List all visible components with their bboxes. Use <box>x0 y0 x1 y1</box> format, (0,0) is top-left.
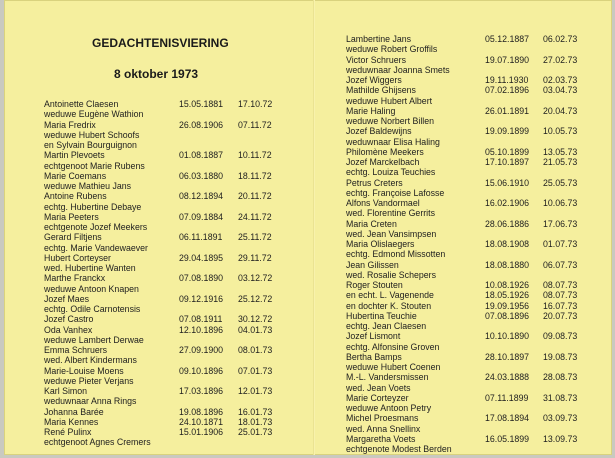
entry-name: en echt. L. Vagenende <box>346 290 434 301</box>
entry-name: weduwe Antoon Petry <box>346 403 432 413</box>
entry-row <box>346 147 612 157</box>
entry-row <box>346 362 612 372</box>
death-date: 08.01.73 <box>238 345 273 355</box>
death-date: 16.01.73 <box>238 406 273 417</box>
entry-name: Karl Simon <box>44 386 88 396</box>
entry-name: Victor Schruers <box>346 54 406 65</box>
entry-name: weduwe Hubert Albert <box>346 95 433 106</box>
entry-name: Martin Plevoets <box>44 150 105 161</box>
death-date: 07.11.72 <box>238 119 272 130</box>
document-date: 8 oktober 1973 <box>114 67 199 81</box>
entry-row <box>346 229 612 239</box>
entry-row <box>346 249 612 259</box>
entry-row <box>44 396 306 406</box>
entry-name: weduwe Mathieu Jans <box>44 181 132 191</box>
entry-row <box>346 393 612 403</box>
entry-name: René Pulinx <box>44 427 92 437</box>
right-name-list <box>346 34 612 454</box>
death-date: 25.01.73 <box>238 427 273 437</box>
entry-row <box>346 106 612 116</box>
death-date: 08.07.73 <box>543 290 578 301</box>
entry-row <box>346 178 612 188</box>
entry-name: Maria Peeters <box>44 211 99 222</box>
entry-name: wed. Anna Snellinx <box>346 423 421 434</box>
birth-date: 24.03.1888 <box>485 372 530 383</box>
birth-date: 19.11.1930 <box>485 75 529 85</box>
birth-date: 07.11.1899 <box>485 392 529 403</box>
entry-name: Jozef Maes <box>44 293 89 304</box>
document-title: GEDACHTENISVIERING <box>92 36 229 50</box>
entry-row <box>44 109 306 119</box>
death-date: 07.01.73 <box>238 365 273 376</box>
birth-date: 17.03.1896 <box>179 386 224 396</box>
entry-row <box>346 126 612 136</box>
birth-date: 28.10.1897 <box>485 351 530 362</box>
entry-name: echtg. Hubertine Debaye <box>44 201 142 212</box>
entry-name: Oda Vanhex <box>44 324 93 335</box>
death-date: 13.09.73 <box>543 433 578 444</box>
entry-row <box>44 366 306 376</box>
entry-name: echtgenote Jozef Meekers <box>44 222 148 232</box>
entry-row <box>346 44 612 54</box>
entry-name: echtg. Marie Vandewaever <box>44 242 148 253</box>
entry-row <box>346 137 612 147</box>
death-date: 20.11.72 <box>238 191 272 202</box>
entry-row <box>44 161 306 171</box>
birth-date: 16.05.1899 <box>485 433 530 444</box>
entry-row <box>44 171 306 181</box>
death-date: 21.05.73 <box>543 157 578 167</box>
entry-row <box>346 444 612 454</box>
entry-name: Lambertine Jans <box>346 34 412 44</box>
birth-date: 07.08.1896 <box>485 310 530 321</box>
entry-name: weduwnaar Elisa Haling <box>346 136 440 147</box>
death-date: 30.12.72 <box>238 314 273 325</box>
death-date: 24.11.72 <box>238 211 272 222</box>
death-date: 17.10.72 <box>238 99 273 109</box>
birth-date: 16.02.1906 <box>485 198 530 208</box>
entry-row <box>346 116 612 126</box>
entry-name: weduwe Eugène Wathion <box>44 109 144 120</box>
entry-name: echtg. Edmond Missotten <box>346 249 446 260</box>
entry-row <box>346 208 612 218</box>
entry-name: echtg. Alfonsine Groven <box>346 341 440 352</box>
entry-name: echtg. Odile Carnotensis <box>44 304 141 314</box>
entry-name: weduwe Lambert Derwae <box>44 334 144 345</box>
birth-date: 09.12.1916 <box>179 293 224 304</box>
entry-row <box>44 284 306 294</box>
entry-row <box>346 372 612 382</box>
entry-name: Marie-Louise Moens <box>44 365 124 376</box>
entry-row <box>346 321 612 331</box>
entry-row <box>346 188 612 198</box>
entry-name: Gerard Filtjens <box>44 232 102 243</box>
death-date: 04.01.73 <box>238 324 273 335</box>
birth-date: 05.12.1887 <box>485 34 530 44</box>
birth-date: 28.06.1886 <box>485 218 530 229</box>
entry-name: Petrus Creters <box>346 177 403 188</box>
entry-row <box>44 407 306 417</box>
entry-name: Marthe Franckx <box>44 273 106 284</box>
death-date: 06.02.73 <box>543 34 578 44</box>
birth-date: 07.08.1911 <box>179 314 223 325</box>
entry-name: echtgenote Modest Berden <box>346 444 452 454</box>
birth-date: 17.10.1897 <box>485 157 530 167</box>
entry-name: Jozef Castro <box>44 314 94 325</box>
entry-name: Maria Olislaegers <box>346 239 415 249</box>
entry-name: Johanna Barée <box>44 406 104 417</box>
entry-name: wed. Albert Kindermans <box>44 355 137 366</box>
entry-row <box>44 99 306 109</box>
entry-row <box>44 263 306 273</box>
entry-name: Maria Kennes <box>44 416 99 427</box>
entry-row <box>346 219 612 229</box>
entry-row <box>346 198 612 208</box>
death-date: 29.11.72 <box>238 252 272 263</box>
birth-date: 29.04.1895 <box>179 252 224 263</box>
entry-row <box>44 232 306 242</box>
birth-date: 27.09.1900 <box>179 345 224 355</box>
entry-row <box>44 325 306 335</box>
birth-date: 19.09.1956 <box>485 300 530 311</box>
entry-name: Marie Haling <box>346 105 396 116</box>
birth-date: 08.12.1894 <box>179 191 224 202</box>
entry-row <box>44 417 306 427</box>
entry-row <box>346 434 612 444</box>
entry-row <box>346 311 612 321</box>
entry-row <box>44 376 306 386</box>
death-date: 25.05.73 <box>543 177 578 188</box>
entry-row <box>44 427 306 437</box>
birth-date: 18.05.1926 <box>485 290 530 301</box>
entry-name: weduwe Pieter Verjans <box>44 375 134 386</box>
entry-name: en Sylvain Bourguignon <box>44 140 137 150</box>
death-date: 18.11.72 <box>238 170 272 181</box>
entry-row <box>44 202 306 212</box>
death-date: 19.08.73 <box>543 351 578 362</box>
death-date: 12.01.73 <box>238 386 273 396</box>
birth-date: 06.11.1891 <box>179 232 223 243</box>
entry-name: weduwe Hubert Coenen <box>346 362 441 372</box>
death-date: 13.05.73 <box>543 146 578 157</box>
birth-date: 15.06.1910 <box>485 177 530 188</box>
death-date: 06.07.73 <box>543 259 578 270</box>
entry-name: weduwnaar Joanna Smets <box>346 64 450 75</box>
entry-row <box>346 55 612 65</box>
death-date: 09.08.73 <box>543 331 578 342</box>
death-date: 20.07.73 <box>543 310 578 321</box>
entry-name: Antoine Rubens <box>44 191 107 202</box>
entry-row <box>346 34 612 44</box>
entry-row <box>346 403 612 413</box>
entry-name: Mathilde Ghijsens <box>346 85 416 96</box>
birth-date: 17.08.1894 <box>485 413 530 424</box>
entry-name: Maria Creten <box>346 218 397 229</box>
entry-row <box>346 352 612 362</box>
birth-date: 15.05.1881 <box>179 99 224 109</box>
entry-name: wed. Jean Vansimpsen <box>346 228 437 239</box>
entry-name: echtgenoot Marie Rubens <box>44 160 145 171</box>
death-date: 20.04.73 <box>543 105 578 116</box>
entry-row <box>346 280 612 290</box>
birth-date: 26.08.1906 <box>179 119 224 130</box>
entry-row <box>346 383 612 393</box>
birth-date: 24.10.1871 <box>179 416 224 427</box>
birth-date: 10.10.1890 <box>485 331 530 342</box>
entry-name: Hubertina Teuchie <box>346 310 417 321</box>
birth-date: 15.01.1906 <box>179 427 224 437</box>
entry-name: echtg. Françoise Lafosse <box>346 187 445 198</box>
death-date: 03.09.73 <box>543 413 578 424</box>
entry-name: Hubert Corteyser <box>44 252 111 263</box>
entry-name: wed. Hubertine Wanten <box>44 263 136 273</box>
birth-date: 07.08.1890 <box>179 273 224 284</box>
entry-row <box>44 181 306 191</box>
entry-row <box>44 355 306 365</box>
birth-date: 18.08.1908 <box>485 239 530 249</box>
death-date: 10.05.73 <box>543 126 578 137</box>
death-date: 18.01.73 <box>238 416 273 427</box>
entry-name: Jean Gilissen <box>346 259 399 270</box>
entry-row <box>346 96 612 106</box>
birth-date: 12.10.1896 <box>179 324 224 335</box>
entry-row <box>44 345 306 355</box>
death-date: 01.07.73 <box>543 239 578 249</box>
death-date: 25.11.72 <box>238 232 272 243</box>
death-date: 16.07.73 <box>543 300 578 311</box>
birth-date: 01.08.1887 <box>179 150 224 161</box>
entry-name: wed. Rosalie Schepers <box>346 269 436 280</box>
entry-row <box>44 304 306 314</box>
entry-row <box>346 167 612 177</box>
death-date: 02.03.73 <box>543 75 578 85</box>
birth-date: 07.02.1896 <box>485 85 530 96</box>
entry-name: echtg. Louiza Teuchies <box>346 167 436 178</box>
entry-name: Roger Stouten <box>346 280 403 290</box>
death-date: 25.12.72 <box>238 293 273 304</box>
card-fold <box>313 0 315 455</box>
entry-row <box>44 437 306 447</box>
entry-name: Antoinette Claesen <box>44 99 119 109</box>
entry-row <box>346 342 612 352</box>
death-date: 10.11.72 <box>238 150 272 161</box>
entry-name: Marie Corteyzer <box>346 392 409 403</box>
entry-row <box>44 222 306 232</box>
entry-name: Maria Fredrix <box>44 119 96 130</box>
death-date: 08.07.73 <box>543 280 578 290</box>
death-date: 17.06.73 <box>543 218 578 229</box>
entry-name: Emma Schruers <box>44 345 108 355</box>
entry-row <box>346 75 612 85</box>
entry-name: weduwe Robert Groffils <box>346 44 438 55</box>
entry-row <box>346 424 612 434</box>
entry-row <box>346 270 612 280</box>
birth-date: 19.08.1896 <box>179 406 224 417</box>
entry-name: wed. Florentine Gerrits <box>346 208 435 219</box>
entry-row <box>44 191 306 201</box>
entry-row <box>346 239 612 249</box>
birth-date: 09.10.1896 <box>179 365 224 376</box>
death-date: 03.04.73 <box>543 85 578 96</box>
entry-name: Margaretha Voets <box>346 433 416 444</box>
left-name-list <box>44 99 306 448</box>
entry-name: Michel Proesmans <box>346 413 419 424</box>
entry-name: weduwe Norbert Billen <box>346 116 435 126</box>
entry-name: weduwe Hubert Schoofs <box>44 129 140 140</box>
entry-row <box>44 140 306 150</box>
entry-name: Philomène Meekers <box>346 146 424 157</box>
entry-row <box>346 65 612 75</box>
entry-name: en dochter K. Stouten <box>346 300 432 311</box>
entry-row <box>44 243 306 253</box>
entry-row <box>346 290 612 300</box>
entry-row <box>346 331 612 341</box>
birth-date: 06.03.1880 <box>179 170 224 181</box>
birth-date: 18.08.1880 <box>485 259 530 270</box>
birth-date: 26.01.1891 <box>485 105 530 116</box>
death-date: 28.08.73 <box>543 372 578 383</box>
entry-name: weduwe Antoon Knapen <box>44 283 139 294</box>
entry-name: Bertha Bamps <box>346 351 402 362</box>
entry-name: echtg. Jean Claesen <box>346 321 427 331</box>
entry-row <box>44 130 306 140</box>
entry-name: wed. Jean Voets <box>346 382 411 393</box>
entry-row <box>346 85 612 95</box>
entry-row <box>44 212 306 222</box>
entry-name: echtgenoot Agnes Cremers <box>44 437 151 448</box>
entry-row <box>346 157 612 167</box>
birth-date: 19.07.1890 <box>485 54 530 65</box>
entry-row <box>346 413 612 423</box>
birth-date: 07.09.1884 <box>179 211 224 222</box>
entry-name: Marie Coemans <box>44 170 107 181</box>
birth-date: 05.10.1899 <box>485 146 530 157</box>
entry-name: Alfons Vandormael <box>346 198 420 208</box>
death-date: 27.02.73 <box>543 54 578 65</box>
entry-row <box>44 294 306 304</box>
entry-name: Jozef Lismont <box>346 331 401 342</box>
death-date: 03.12.72 <box>238 273 273 284</box>
entry-row <box>44 386 306 396</box>
entry-row <box>346 301 612 311</box>
entry-name: M.-L. Vandersmissen <box>346 372 429 383</box>
entry-row <box>44 273 306 283</box>
entry-row <box>44 253 306 263</box>
entry-row <box>44 335 306 345</box>
entry-name: weduwnaar Anna Rings <box>44 396 137 407</box>
death-date: 31.08.73 <box>543 392 578 403</box>
entry-row <box>44 120 306 130</box>
birth-date: 19.09.1899 <box>485 126 530 137</box>
memorial-card <box>4 0 612 455</box>
entry-row <box>44 150 306 160</box>
birth-date: 10.08.1926 <box>485 280 530 290</box>
entry-name: Jozef Wiggers <box>346 75 402 85</box>
entry-row <box>346 260 612 270</box>
entry-name: Jozef Marckelbach <box>346 157 420 167</box>
death-date: 10.06.73 <box>543 198 578 208</box>
entry-name: Jozef Baldewijns <box>346 126 412 137</box>
entry-row <box>44 314 306 324</box>
